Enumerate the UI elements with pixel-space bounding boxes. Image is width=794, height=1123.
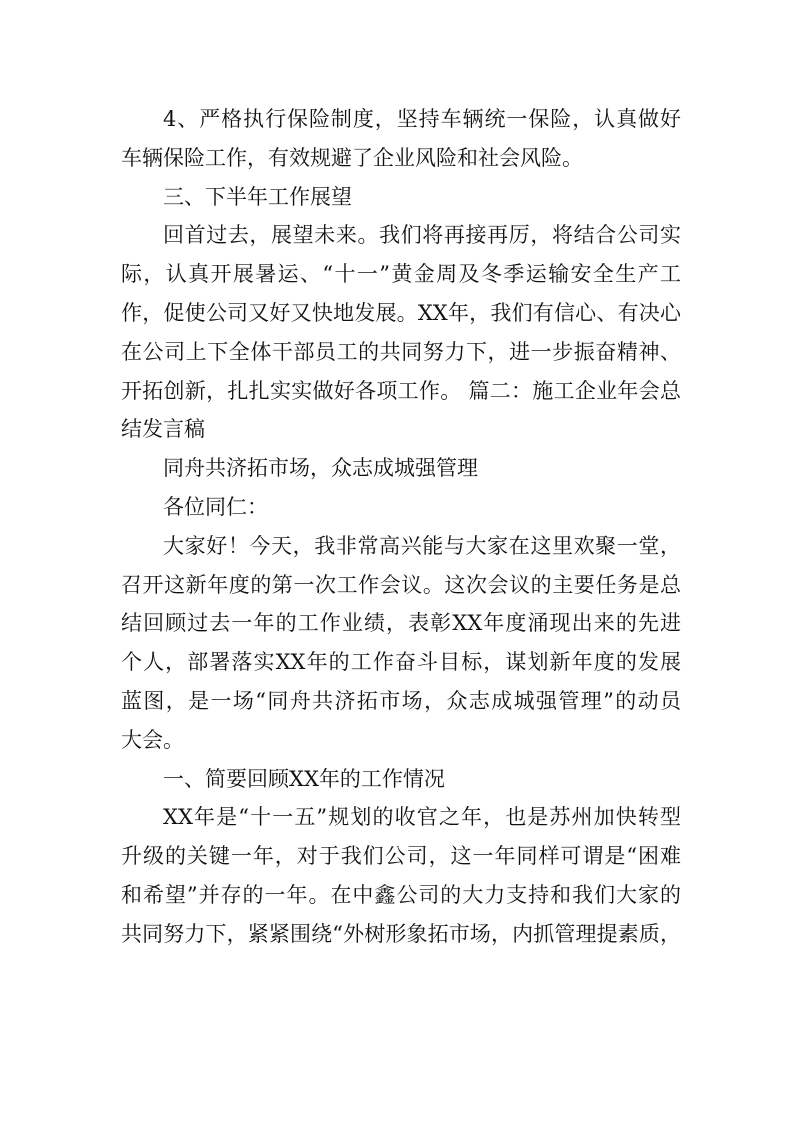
text-line: 结回顾过去一年的工作业绩，表彰XX年度涌现出来的先进	[121, 611, 681, 636]
document-body	[121, 100, 681, 954]
text-line: 在公司上下全体干部员工的共同努力下，进一步振奋精神、	[121, 339, 681, 364]
text-line: 回首过去，展望未来。我们将再接再厉，将结合公司实	[163, 223, 681, 248]
text-line: 同舟共济拓市场，众志成城强管理	[163, 456, 478, 481]
text-line: 大家好！今天，我非常高兴能与大家在这里欢聚一堂，	[163, 533, 681, 558]
text-line: 一、简要回顾XX年的工作情况	[163, 766, 445, 791]
text-line: 蓝图，是一场“同舟共济拓市场，众志成城强管理”的动员	[121, 688, 681, 713]
text-line: 大会。	[121, 727, 184, 752]
text-line: 和希望”并存的一年。在中鑫公司的大力支持和我们大家的	[121, 882, 681, 907]
text-line: XX年是“十一五”规划的收官之年，也是苏州加快转型	[163, 805, 681, 830]
text-line: 三、下半年工作展望	[163, 184, 352, 209]
text-line: 各位同仁：	[163, 494, 268, 519]
text-line: 际，认真开展暑运、“十一”黄金周及冬季运输安全生产工	[121, 262, 681, 287]
text-line: 结发言稿	[121, 417, 205, 442]
text-line: 作，促使公司又好又快地发展。XX年，我们有信心、有决心	[121, 300, 681, 325]
text-line: 个人，部署落实XX年的工作奋斗目标，谋划新年度的发展	[121, 650, 681, 675]
text-line: 共同努力下，紧紧围绕“外树形象拓市场，内抓管理提素质，	[121, 921, 681, 946]
text-line: 召开这新年度的第一次工作会议。这次会议的主要任务是总	[121, 572, 681, 597]
text-line: 4、严格执行保险制度，坚持车辆统一保险，认真做好	[163, 107, 681, 131]
text-line: 升级的关键一年，对于我们公司，这一年同样可谓是“困难	[121, 844, 681, 869]
text-line: 开拓创新，扎扎实实做好各项工作。 篇二：施工企业年会总	[121, 378, 681, 403]
text-line: 车辆保险工作，有效规避了企业风险和社会风险。	[121, 145, 583, 170]
